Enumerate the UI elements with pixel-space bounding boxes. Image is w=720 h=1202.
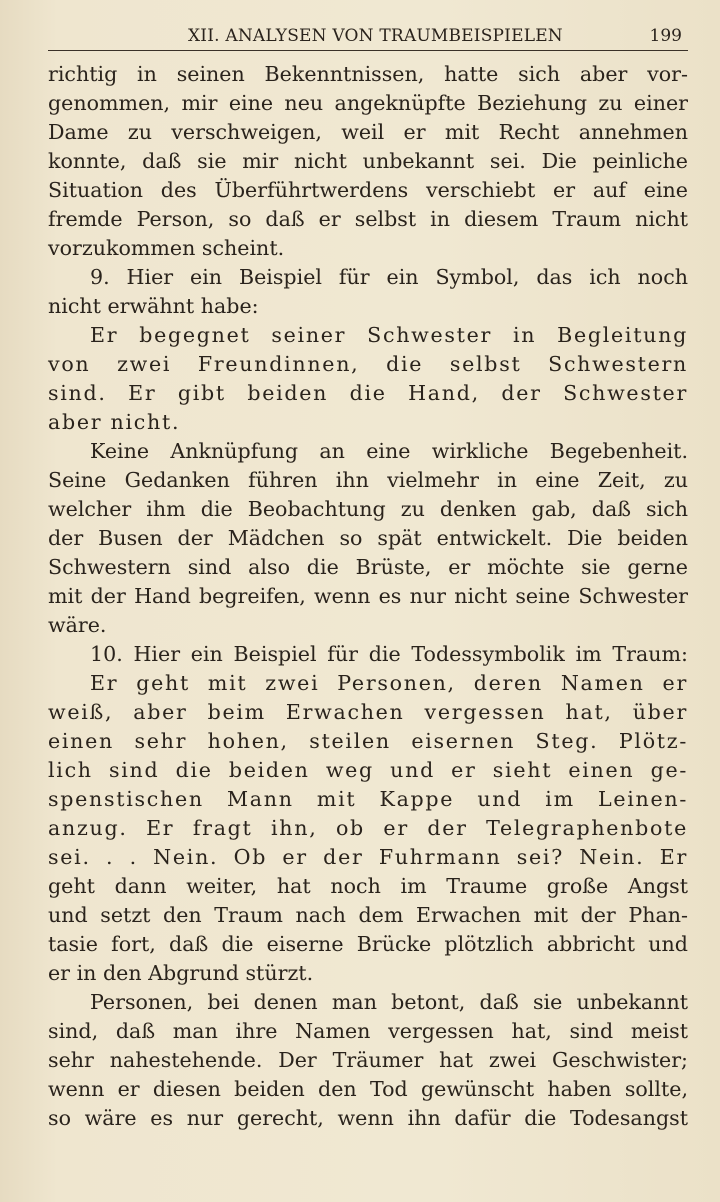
text-line: Dame zu verschweigen, weil er mit Recht annehmen bbox=[48, 120, 688, 144]
text-line: er in den Abgrund stürzt. bbox=[48, 961, 314, 985]
text-line: fremde Person, so daß er selbst in diesem Traum nicht bbox=[48, 207, 688, 231]
body-text bbox=[48, 60, 688, 1133]
text-line: sehr nahestehende. Der Träumer hat zwei Geschwister; bbox=[48, 1048, 688, 1072]
dream-text-line: aber nicht. bbox=[48, 410, 181, 434]
text-line: 9. Hier ein Beispiel für ein Symbol, das ich noch bbox=[90, 265, 688, 289]
page-number: 199 bbox=[649, 26, 682, 46]
dream-text-line: Er begegnet seiner Schwester in Begleitung bbox=[90, 323, 688, 347]
text-line: und setzt den Traum nach dem Erwachen mit der Phan- bbox=[48, 903, 688, 927]
text-line: sind, daß man ihre Namen vergessen hat, sind meist bbox=[48, 1019, 688, 1043]
text-line: geht dann weiter, hat noch im Traume große Angst bbox=[48, 874, 688, 898]
text-line: konnte, daß sie mir nicht unbekannt sei. Die peinliche bbox=[48, 149, 688, 173]
dream-text-line: weiß, aber beim Erwachen vergessen hat, über bbox=[48, 700, 688, 724]
text-line: genommen, mir eine neu angeknüpfte Beziehung zu einer bbox=[48, 91, 688, 115]
dream-text-line: Er geht mit zwei Personen, deren Namen er bbox=[90, 671, 688, 695]
text-line: 10. Hier ein Beispiel für die Todessymbolik im Traum: bbox=[90, 642, 688, 666]
dream-text-line: einen sehr hohen, steilen eisernen Steg. Plötz- bbox=[48, 729, 688, 753]
text-line: nicht erwähnt habe: bbox=[48, 294, 259, 318]
text-line: der Busen der Mädchen so spät entwickelt. Die beiden bbox=[48, 526, 688, 550]
text-line: Seine Gedanken führen ihn vielmehr in eine Zeit, zu bbox=[48, 468, 688, 492]
text-line: so wäre es nur gerecht, wenn ihn dafür die Todesangst bbox=[48, 1106, 688, 1130]
running-title: XII. ANALYSEN VON TRAUMBEISPIELEN bbox=[188, 26, 563, 46]
dream-text-line: anzug. Er fragt ihn, ob er der Telegraphenbote bbox=[48, 816, 688, 840]
text-line: richtig in seinen Bekenntnissen, hatte sich aber vor- bbox=[48, 62, 688, 86]
text-line: Personen, bei denen man betont, daß sie unbekannt bbox=[90, 990, 688, 1014]
text-line: wenn er diesen beiden den Tod gewünscht haben sollte, bbox=[48, 1077, 688, 1101]
text-line: vorzukommen scheint. bbox=[48, 236, 285, 260]
text-line: tasie fort, daß die eiserne Brücke plötzlich abbricht und bbox=[48, 932, 688, 956]
dream-text-line: lich sind die beiden weg und er sieht einen ge- bbox=[48, 758, 688, 782]
text-line: Schwestern sind also die Brüste, er möchte sie gerne bbox=[48, 555, 688, 579]
page-header bbox=[48, 24, 688, 51]
dream-text-line: sind. Er gibt beiden die Hand, der Schwester bbox=[48, 381, 688, 405]
text-line: welcher ihm die Beobachtung zu denken gab, daß sich bbox=[48, 497, 688, 521]
dream-text-line: spenstischen Mann mit Kappe und im Leinen- bbox=[48, 787, 688, 811]
text-line: Keine Anknüpfung an eine wirkliche Begebenheit. bbox=[90, 439, 688, 463]
text-line: wäre. bbox=[48, 613, 107, 637]
text-line: mit der Hand begreifen, wenn es nur nicht seine Schwester bbox=[48, 584, 688, 608]
dream-text-line: von zwei Freundinnen, die selbst Schwestern bbox=[48, 352, 688, 376]
dream-text-line: sei. . . Nein. Ob er der Fuhrmann sei? Nein. Er bbox=[48, 845, 688, 869]
text-line: Situation des Überführtwerdens verschiebt er auf eine bbox=[48, 178, 688, 202]
